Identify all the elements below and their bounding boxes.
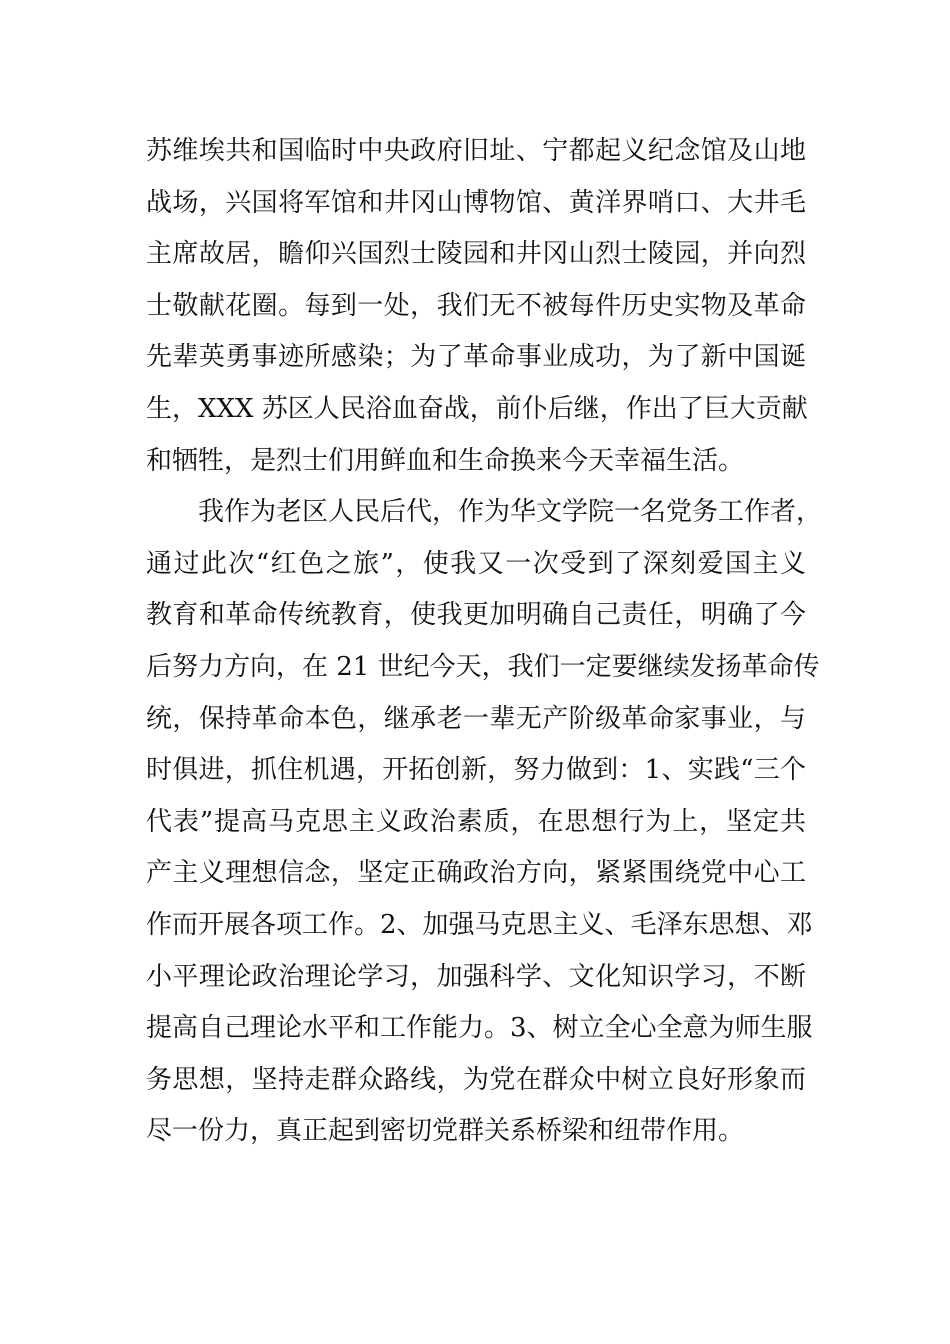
text-line: 我作为老区人民后代，作为华文学院一名党务工作者，: [198, 497, 823, 528]
text-line: 主席故居，瞻仰兴国烈士陵园和井冈山烈士陵园，并向烈: [146, 239, 806, 270]
body-text: [146, 126, 823, 1158]
text-line: 后努力方向，在 21 世纪今天，我们一定要继续发扬革命传: [146, 651, 820, 682]
text-line: 士敬献花圈。每到一处，我们无不被每件历史实物及革命: [146, 290, 806, 321]
text-line: 作而开展各项工作。2、加强马克思主义、毛泽东思想、邓: [146, 909, 813, 940]
text-line: 苏维埃共和国临时中央政府旧址、宁都起义纪念馆及山地: [146, 136, 806, 166]
text-line: 尽一份力，真正起到密切党群关系桥梁和纽带作用。: [146, 1116, 745, 1147]
text-line: 小平理论政治理论学习，加强科学、文化知识学习，不断: [146, 961, 806, 992]
text-line: 生，XXX 苏区人民浴血奋战，前仆后继，作出了巨大贡献: [146, 393, 808, 424]
text-line: 通过此次“红色之旅”，使我又一次受到了深刻爱国主义: [146, 548, 806, 579]
text-line: 提高自己理论水平和工作能力。3、树立全心全意为师生服: [146, 1013, 813, 1044]
text-line: 统，保持革命本色，继承老一辈无产阶级革命家事业，与: [146, 703, 806, 734]
text-line: 和牺牲，是烈士们用鲜血和生命换来今天幸福生活。: [146, 445, 745, 476]
text-line: 时俱进，抓住机遇，开拓创新，努力做到：1、实践“三个: [146, 755, 806, 786]
text-line: 代表”提高马克思主义政治素质，在思想行为上，坚定共: [146, 806, 806, 837]
text-line: 务思想，坚持走群众路线，为党在群众中树立良好形象而: [146, 1064, 806, 1095]
text-line: 先辈英勇事迹所感染；为了革命事业成功，为了新中国诞: [146, 342, 806, 373]
text-line: 教育和革命传统教育，使我更加明确自己责任，明确了今: [146, 600, 806, 631]
text-line: 产主义理想信念，坚定正确政治方向，紧紧围绕党中心工: [146, 858, 806, 889]
text-line: 战场，兴国将军馆和井冈山博物馆、黄洋界哨口、大井毛: [146, 187, 806, 218]
